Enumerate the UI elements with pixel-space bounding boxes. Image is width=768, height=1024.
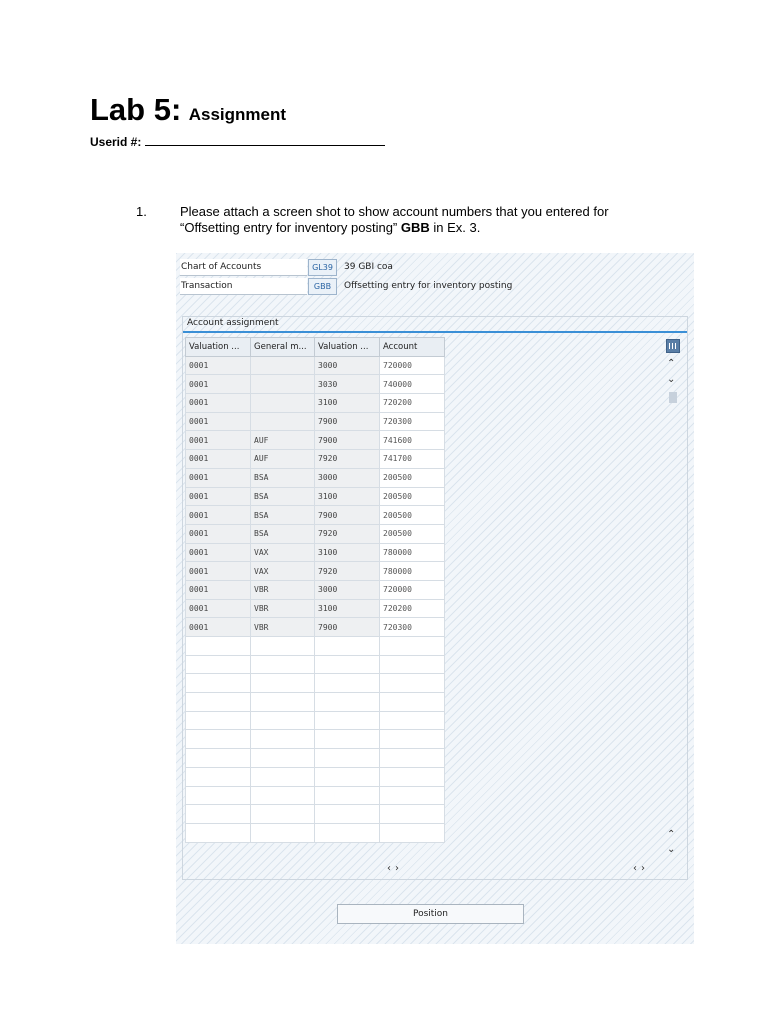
table-row-empty[interactable] [186, 805, 445, 824]
table-row-empty[interactable] [186, 767, 445, 786]
cell-valuation-modif[interactable]: 0001 [186, 487, 251, 506]
cell-account[interactable]: 200500 [380, 468, 445, 487]
chart-of-accounts-label: Chart of Accounts [180, 259, 307, 276]
table-cell-empty[interactable] [380, 786, 445, 805]
cell-valuation-class[interactable]: 3100 [315, 543, 380, 562]
table-cell-empty[interactable] [380, 637, 445, 656]
table-cell-empty[interactable] [186, 693, 251, 712]
table-cell-empty[interactable] [251, 711, 315, 730]
table-cell-empty[interactable] [315, 693, 380, 712]
account-assignment-group [182, 316, 688, 880]
table-cell-empty[interactable] [186, 805, 251, 824]
cell-account[interactable]: 720200 [380, 394, 445, 413]
cell-general-modif[interactable]: VBR [251, 599, 315, 618]
cell-account[interactable]: 720300 [380, 412, 445, 431]
cell-valuation-class[interactable]: 3100 [315, 394, 380, 413]
userid-label: Userid #: [90, 135, 142, 149]
table-cell-empty[interactable] [315, 823, 380, 842]
table-cell-empty[interactable] [380, 823, 445, 842]
cell-valuation-modif[interactable]: 0001 [186, 618, 251, 637]
table-row[interactable] [186, 468, 445, 487]
cell-valuation-modif[interactable]: 0001 [186, 506, 251, 525]
table-row[interactable] [186, 375, 445, 394]
cell-valuation-class[interactable]: 7920 [315, 562, 380, 581]
table-cell-empty[interactable] [315, 637, 380, 656]
cell-valuation-class[interactable]: 7900 [315, 412, 380, 431]
table-row[interactable] [186, 412, 445, 431]
table-row-empty[interactable] [186, 637, 445, 656]
cell-valuation-modif[interactable]: 0001 [186, 375, 251, 394]
cell-general-modif[interactable] [251, 394, 315, 413]
col-header-valuation-modif[interactable]: Valuation ... [186, 338, 251, 357]
cell-valuation-modif[interactable]: 0001 [186, 356, 251, 375]
lab-subtitle: Assignment [188, 105, 287, 124]
table-settings-icon[interactable] [666, 339, 680, 353]
cell-valuation-class[interactable]: 3030 [315, 375, 380, 394]
cell-valuation-class[interactable]: 3000 [315, 468, 380, 487]
table-cell-empty[interactable] [380, 711, 445, 730]
question-line2-b: in Ex. 3. [429, 220, 481, 235]
cell-valuation-class[interactable]: 7900 [315, 618, 380, 637]
table-cell-empty[interactable] [380, 730, 445, 749]
cell-account[interactable]: 740000 [380, 375, 445, 394]
cell-valuation-class[interactable]: 7920 [315, 450, 380, 469]
cell-valuation-modif[interactable]: 0001 [186, 412, 251, 431]
table-cell-empty[interactable] [186, 674, 251, 693]
sap-screenshot [176, 253, 694, 944]
table-row[interactable] [186, 562, 445, 581]
transaction-label: Transaction [180, 278, 307, 295]
lab-number: Lab 5: [90, 92, 182, 127]
account-assignment-table [185, 337, 445, 843]
cell-valuation-modif[interactable]: 0001 [186, 431, 251, 450]
table-cell-empty[interactable] [186, 767, 251, 786]
cell-account[interactable]: 720000 [380, 580, 445, 599]
table-row-empty[interactable] [186, 655, 445, 674]
cell-valuation-class[interactable]: 3000 [315, 580, 380, 599]
cell-general-modif[interactable]: BSA [251, 506, 315, 525]
cell-valuation-class[interactable]: 3100 [315, 599, 380, 618]
cell-valuation-class[interactable]: 7900 [315, 431, 380, 450]
table-cell-empty[interactable] [315, 767, 380, 786]
column-scroll-arrows-icon[interactable]: ‹› [387, 863, 403, 874]
cell-general-modif[interactable] [251, 412, 315, 431]
table-cell-empty[interactable] [186, 655, 251, 674]
table-cell-empty[interactable] [380, 767, 445, 786]
cell-general-modif[interactable] [251, 356, 315, 375]
question-text [180, 204, 650, 236]
lab-title [90, 92, 286, 128]
cell-account[interactable]: 200500 [380, 506, 445, 525]
cell-general-modif[interactable] [251, 375, 315, 394]
question-line2-a: “Offsetting entry for inventory posting” [180, 220, 401, 235]
chart-of-accounts-desc: 39 GBI coa [344, 262, 393, 272]
table-row-empty[interactable] [186, 786, 445, 805]
cell-general-modif[interactable]: AUF [251, 450, 315, 469]
scroll-down-icon[interactable]: ⌄ [667, 374, 676, 385]
cell-valuation-modif[interactable]: 0001 [186, 450, 251, 469]
table-cell-empty[interactable] [380, 655, 445, 674]
transaction-code: GBB [308, 278, 337, 295]
cell-account[interactable]: 200500 [380, 487, 445, 506]
table-cell-empty[interactable] [380, 693, 445, 712]
position-button[interactable]: Position [337, 904, 524, 924]
horizontal-scroll-arrows-icon[interactable]: ‹› [633, 863, 649, 874]
table-row[interactable] [186, 450, 445, 469]
col-header-account[interactable]: Account [380, 338, 445, 357]
table-cell-empty[interactable] [186, 823, 251, 842]
table-row[interactable] [186, 394, 445, 413]
cell-valuation-modif[interactable]: 0001 [186, 543, 251, 562]
cell-general-modif[interactable]: BSA [251, 468, 315, 487]
cell-general-modif[interactable]: VAX [251, 543, 315, 562]
cell-valuation-modif[interactable]: 0001 [186, 562, 251, 581]
cell-general-modif[interactable]: AUF [251, 431, 315, 450]
table-cell-empty[interactable] [186, 730, 251, 749]
chart-of-accounts-code: GL39 [308, 259, 337, 276]
table-row-empty[interactable] [186, 730, 445, 749]
cell-valuation-modif[interactable]: 0001 [186, 580, 251, 599]
table-cell-empty[interactable] [315, 711, 380, 730]
table-cell-empty[interactable] [186, 786, 251, 805]
group-title: Account assignment [187, 318, 279, 328]
table-cell-empty[interactable] [251, 693, 315, 712]
table-row[interactable] [186, 543, 445, 562]
cell-general-modif[interactable]: VBR [251, 580, 315, 599]
cell-valuation-class[interactable]: 7900 [315, 506, 380, 525]
cell-valuation-class[interactable]: 7920 [315, 524, 380, 543]
cell-account[interactable]: 741700 [380, 450, 445, 469]
col-header-valuation-class[interactable]: Valuation ... [315, 338, 380, 357]
group-title-bar [183, 317, 687, 333]
cell-valuation-modif[interactable]: 0001 [186, 468, 251, 487]
cell-valuation-modif[interactable]: 0001 [186, 524, 251, 543]
table-cell-empty[interactable] [251, 805, 315, 824]
table-cell-empty[interactable] [251, 823, 315, 842]
table-cell-empty[interactable] [251, 637, 315, 656]
cell-account[interactable]: 720000 [380, 356, 445, 375]
table-cell-empty[interactable] [186, 637, 251, 656]
cell-account[interactable]: 720300 [380, 618, 445, 637]
table-cell-empty[interactable] [380, 805, 445, 824]
table-cell-empty[interactable] [380, 749, 445, 768]
table-header-row [186, 338, 445, 357]
table-cell-empty[interactable] [251, 749, 315, 768]
table-cell-empty[interactable] [186, 749, 251, 768]
table-row[interactable] [186, 356, 445, 375]
cell-valuation-modif[interactable]: 0001 [186, 599, 251, 618]
table-cell-empty[interactable] [186, 711, 251, 730]
scroll-page-up-icon[interactable]: ⌃ [667, 829, 676, 840]
scrollbar-thumb[interactable] [669, 392, 677, 403]
table-cell-empty[interactable] [380, 674, 445, 693]
table-cell-empty[interactable] [315, 805, 380, 824]
cell-general-modif[interactable]: BSA [251, 487, 315, 506]
table-row[interactable] [186, 580, 445, 599]
cell-general-modif[interactable]: VBR [251, 618, 315, 637]
table-cell-empty[interactable] [251, 786, 315, 805]
table-cell-empty[interactable] [315, 730, 380, 749]
question-gbb: GBB [400, 220, 430, 235]
question-number: 1. [136, 204, 147, 219]
table-row[interactable] [186, 524, 445, 543]
cell-valuation-class[interactable]: 3000 [315, 356, 380, 375]
table-row[interactable] [186, 618, 445, 637]
table-row[interactable] [186, 487, 445, 506]
table-cell-empty[interactable] [315, 674, 380, 693]
table-row[interactable] [186, 506, 445, 525]
scroll-up-icon[interactable]: ⌃ [667, 358, 676, 369]
cell-account[interactable]: 780000 [380, 543, 445, 562]
table-row-empty[interactable] [186, 711, 445, 730]
cell-account[interactable]: 200500 [380, 524, 445, 543]
table-row[interactable] [186, 431, 445, 450]
table-cell-empty[interactable] [315, 749, 380, 768]
table-row[interactable] [186, 599, 445, 618]
table-row-empty[interactable] [186, 674, 445, 693]
table-row-empty[interactable] [186, 823, 445, 842]
cell-account[interactable]: 720200 [380, 599, 445, 618]
col-header-general-modif[interactable]: General m... [251, 338, 315, 357]
table-cell-empty[interactable] [315, 786, 380, 805]
cell-valuation-class[interactable]: 3100 [315, 487, 380, 506]
cell-valuation-modif[interactable]: 0001 [186, 394, 251, 413]
userid-field [90, 134, 385, 149]
cell-account[interactable]: 780000 [380, 562, 445, 581]
question-line1: Please attach a screen shot to show account numbers that you entered for [180, 204, 609, 219]
transaction-desc: Offsetting entry for inventory posting [344, 281, 513, 291]
cell-general-modif[interactable]: BSA [251, 524, 315, 543]
table-cell-empty[interactable] [315, 655, 380, 674]
table-cell-empty[interactable] [251, 655, 315, 674]
table-cell-empty[interactable] [251, 767, 315, 786]
table-row-empty[interactable] [186, 693, 445, 712]
table-row-empty[interactable] [186, 749, 445, 768]
table-cell-empty[interactable] [251, 674, 315, 693]
cell-account[interactable]: 741600 [380, 431, 445, 450]
scroll-page-down-icon[interactable]: ⌄ [667, 844, 676, 855]
table-cell-empty[interactable] [251, 730, 315, 749]
userid-blank-line [145, 134, 385, 146]
cell-general-modif[interactable]: VAX [251, 562, 315, 581]
